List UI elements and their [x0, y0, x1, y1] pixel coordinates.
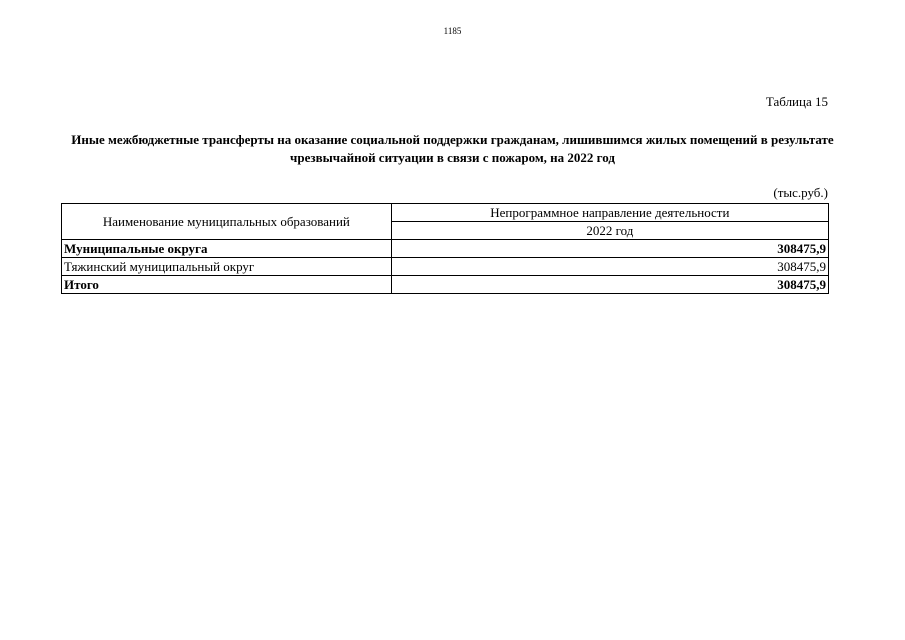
units-label: (тыс.руб.): [773, 185, 828, 200]
row-name: Итого: [62, 276, 392, 294]
page-number: 1185: [443, 26, 462, 36]
row-value: 308475,9: [391, 240, 828, 258]
header-activity-direction: Непрограммное направление деятельности: [391, 204, 828, 222]
document-title: Иные межбюджетные трансферты на оказание социальной поддержки гражданам, лишившимся жилых помещений в результате чрезвычайной ситуации в связи с пожаром, на 2022 год: [71, 132, 834, 165]
row-value: 308475,9: [391, 258, 828, 276]
row-name: Тяжинский муниципальный округ: [62, 258, 392, 276]
table-header-row: [62, 204, 829, 222]
table-row: [62, 240, 829, 258]
header-year: 2022 год: [391, 222, 828, 240]
row-name: Муниципальные округа: [62, 240, 392, 258]
transfers-table: [61, 203, 829, 294]
header-municipality-name: Наименование муниципальных образований: [62, 204, 392, 240]
table-label: Таблица 15: [765, 94, 828, 109]
row-value: 308475,9: [391, 276, 828, 294]
table-row: [62, 258, 829, 276]
table-row-total: [62, 276, 829, 294]
